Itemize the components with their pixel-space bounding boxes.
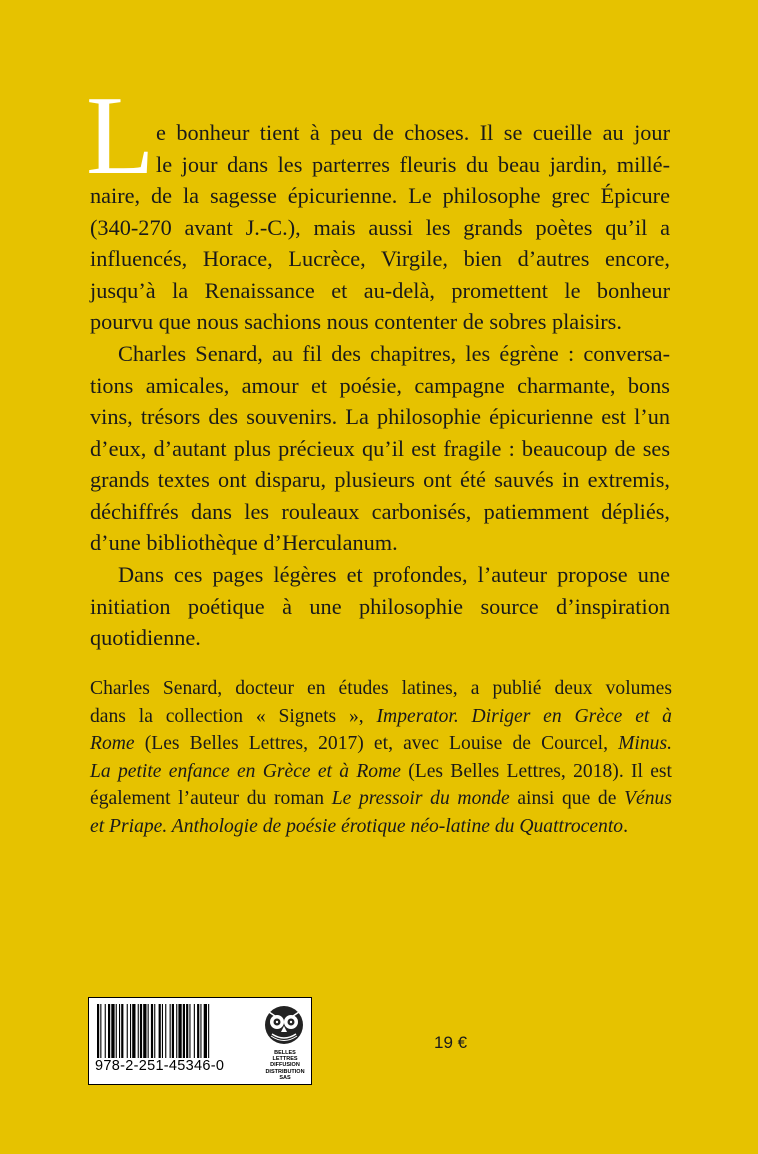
- bio-text: également l’auteur du roman: [90, 788, 332, 810]
- barcode-bar: [148, 1004, 149, 1058]
- barcode-bar: [132, 1004, 135, 1058]
- barcode-bar: [176, 1004, 177, 1058]
- barcode-bar: [194, 1004, 195, 1058]
- book-title: Minus.: [618, 733, 672, 755]
- barcode-bar: [100, 1004, 101, 1058]
- price: 19 €: [434, 1033, 468, 1052]
- barcode-bar: [130, 1004, 131, 1058]
- bio-text: ainsi que de: [509, 788, 625, 810]
- bio-line: [90, 758, 672, 786]
- barcode-bar: [116, 1004, 117, 1058]
- text-line: tions amicales, amour et poésie, campagne charmante, bons: [90, 372, 670, 398]
- bio-line: [90, 785, 672, 813]
- text-line: d’une bibliothèque d’Herculanum.: [90, 530, 398, 555]
- barcode-bar: [151, 1004, 153, 1058]
- barcode-bar: [159, 1004, 161, 1058]
- barcode-bar: [138, 1004, 139, 1058]
- second-paragraph: [90, 338, 670, 559]
- text-line: jusqu’à la Renaissance et au-delà, promettent le bonheur: [90, 277, 670, 303]
- book-title: Rome: [90, 733, 135, 755]
- barcode-bar: [183, 1004, 185, 1058]
- barcode-bar: [127, 1004, 128, 1058]
- barcode-bar: [189, 1004, 190, 1058]
- bio-text: (Les Belles Lettres, 2018). Il est: [400, 760, 672, 782]
- bio-line: [90, 703, 672, 731]
- logo-line: DIFFUSION: [270, 1062, 300, 1069]
- text-line: le jour dans les parterres fleuris du beau jardin, millé-: [156, 151, 670, 177]
- logo-line: SAS: [279, 1074, 291, 1081]
- barcode-bar: [172, 1004, 174, 1058]
- barcode-bar: [111, 1004, 114, 1058]
- barcode-bar: [143, 1004, 146, 1058]
- barcode-bar: [162, 1004, 163, 1058]
- barcode-bar: [208, 1004, 209, 1058]
- text-line: initiation poétique à une philosophie source d’inspiration: [90, 593, 670, 619]
- text-line: influencés, Horace, Lucrèce, Virgile, bien d’autres encore,: [90, 246, 670, 271]
- book-title: Imperator. Diriger en Grèce et à: [376, 705, 672, 727]
- text-line: e bonheur tient à peu de choses. Il se cueille au jour: [156, 120, 670, 145]
- barcode-icon: [95, 1004, 259, 1058]
- text-line: d’eux, d’autant plus précieux qu’il est fragile : beaucoup de ses: [90, 435, 670, 461]
- third-paragraph: [90, 559, 670, 654]
- logo-line: BELLES LETTRES: [272, 1050, 298, 1063]
- text-line: grands textes ont disparu, plusieurs ont été sauvés in extremis,: [90, 467, 670, 492]
- barcode-bar: [178, 1004, 181, 1058]
- bio-line: [90, 675, 672, 703]
- author-bio: [90, 675, 672, 841]
- bio-text: Charles Senard, docteur en études latines, a publié deux volumes: [90, 678, 672, 699]
- text-line: (340-270 avant J.-C.), mais aussi les grands poètes qu’il a: [90, 214, 670, 240]
- book-title: Le pressoir du monde: [331, 788, 510, 810]
- barcode-bar: [119, 1004, 120, 1058]
- text-line: Charles Senard, au fil des chapitres, les égrène : conversa-: [118, 341, 670, 366]
- barcode-bar: [204, 1004, 207, 1058]
- barcode-bar: [170, 1004, 171, 1058]
- isbn-number: 978-2-251-45346-0: [95, 1058, 225, 1074]
- barcode-bar: [154, 1004, 155, 1058]
- bio-line: [90, 813, 672, 841]
- barcode-bar: [197, 1004, 199, 1058]
- text-line: quotidienne.: [90, 625, 201, 650]
- book-title: Vénus: [624, 788, 672, 810]
- barcode-bar: [108, 1004, 110, 1058]
- book-title: La petite enfance en Grèce et à Rome: [90, 760, 401, 782]
- drop-cap: L: [86, 74, 155, 198]
- text-line: Dans ces pages légères et profondes, l’auteur propose une: [118, 562, 670, 587]
- barcode-bar: [121, 1004, 123, 1058]
- text-line: déchiffrés dans les rouleaux carbonisés, patiemment dépliés,: [90, 498, 670, 524]
- barcode-bar: [97, 1004, 99, 1058]
- book-title: et Priape. Anthologie de poésie érotique néo-latine du Quattrocento: [90, 815, 624, 837]
- text-line: naire, de la sagesse épicurienne. Le philosophe grec Épicure: [90, 183, 670, 208]
- barcode-bar: [186, 1004, 188, 1058]
- logo-line: DISTRIBUTION: [265, 1068, 305, 1075]
- barcode-bar: [105, 1004, 106, 1058]
- barcode-label: [88, 997, 312, 1085]
- intro-paragraph: [90, 117, 670, 338]
- barcode-bar: [200, 1004, 201, 1058]
- text-line: pourvu que nous sachions nous contenter de sobres plaisirs.: [90, 309, 622, 334]
- bio-text: .: [623, 815, 628, 837]
- publisher-logo-text: [261, 1050, 309, 1081]
- barcode-bar: [165, 1004, 166, 1058]
- text-line: vins, trésors des souvenirs. La philosophie épicurienne est l’un: [90, 404, 670, 429]
- bio-text: (Les Belles Lettres, 2017) et, avec Louise de Courcel,: [134, 733, 619, 755]
- bio-text: dans la collection « Signets »,: [90, 705, 377, 727]
- bio-line: [90, 730, 672, 758]
- barcode-bar: [140, 1004, 142, 1058]
- publisher-owl-logo-icon: [263, 1004, 305, 1046]
